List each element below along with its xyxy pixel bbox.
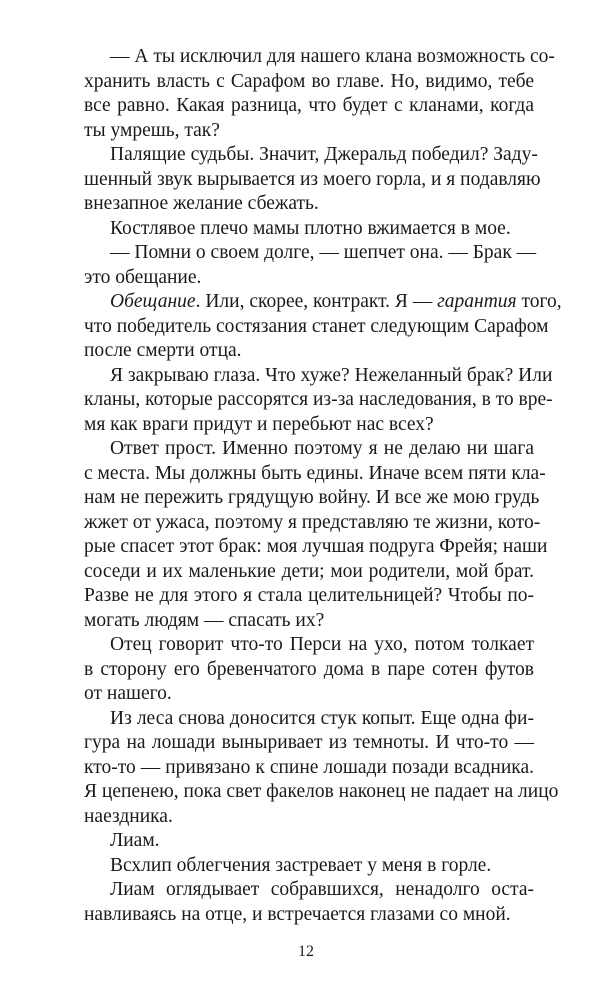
text-line: Отец говорит что-то Перси на ухо, потом толкает (110, 634, 534, 655)
text-line: внезапное желание сбежать. (84, 193, 319, 214)
text-segment: того, (516, 291, 562, 312)
paragraph (84, 241, 537, 290)
text-line: Всхлип облегчения застревает у меня в горле. (110, 854, 492, 876)
page-number: 12 (298, 943, 314, 960)
text-line (84, 290, 562, 315)
text-line: гура на лошади выныривает из темноты. И что-то — (84, 732, 534, 753)
text-line: Ответ прост. Именно поэтому я не делаю ни шага (110, 438, 534, 459)
text-line: Лиам оглядывает собравшихся, ненадолго оста- (110, 879, 534, 900)
paragraph (84, 878, 534, 927)
text-line: мя как враги придут и перебьют нас всех? (84, 413, 434, 435)
text-line: жжет от ужаса, поэтому я представляю те жизни, кото- (84, 511, 541, 533)
text-line: навливаясь на отце, и встречается глазами со мной. (84, 903, 511, 925)
text-line: кто-то — привязано к спине лошади позади всадника. (84, 756, 534, 778)
paragraph (84, 707, 559, 830)
text-line: Я цепенею, пока свет факелов наконец не падает на лицо (84, 781, 559, 802)
paragraph (84, 290, 562, 364)
text-line: кланы, которые рассорятся из-за наследования, в то вре- (84, 389, 553, 410)
text-line: это обещание. (84, 266, 202, 288)
text-line: Костлявое плечо мамы плотно вжимается в мое. (110, 217, 511, 239)
text-line: наездника. (84, 805, 173, 827)
text-line: в сторону его бревенчатого дома в паре сотен футов (84, 658, 534, 680)
paragraph (84, 217, 534, 242)
paragraph (84, 633, 534, 707)
text-line: ты умрешь, так? (84, 119, 220, 141)
text-line: Лиам. (110, 830, 160, 851)
text-line: что победитель состязания станет следующим Сарафом (84, 315, 549, 337)
text-line: от нашего. (84, 683, 172, 704)
text-line: после смерти отца. (84, 340, 242, 361)
text-line: соседи и их маленькие дети; мои родители, мой брат. (84, 560, 534, 582)
italic-text: гарантия (437, 291, 517, 312)
text-line: — А ты исключил для нашего клана возможность со- (110, 46, 555, 67)
text-line: Палящие судьбы. Значит, Джеральд победил? Заду- (110, 144, 538, 165)
text-line: Я закрываю глаза. Что хуже? Нежеланный брак? Или (110, 364, 553, 386)
text-line: Разве не для этого я стала целительницей? Чтобы по- (84, 585, 534, 606)
paragraph (84, 854, 534, 879)
paragraph (84, 829, 534, 854)
paragraph (84, 143, 541, 217)
paragraph (84, 364, 553, 438)
text-line: нам не пережить грядущую войну. И все же мою грудь (84, 487, 540, 508)
text-line: могать людям — спасать их? (84, 609, 325, 631)
text-line: Из леса снова доносится стук копыт. Еще одна фи- (110, 707, 534, 729)
book-page-text (84, 45, 562, 927)
text-line: с места. Мы должны быть едины. Иначе всем пяти кла- (84, 462, 546, 484)
italic-text: Обещание (110, 291, 196, 312)
text-segment: . Или, скорее, контракт. Я — (195, 291, 438, 312)
text-line: хранить власть с Сарафом во главе. Но, видимо, тебе (84, 70, 534, 92)
text-line: все равно. Какая разница, что будет с кланами, когда (84, 95, 534, 116)
text-line: — Помни о своем долге, — шепчет она. — Брак — (110, 242, 537, 263)
text-line: шенный звук вырывается из моего горла, и я подавляю (84, 168, 541, 190)
text-line: рые спасет этот брак: моя лучшая подруга Фрейя; наши (84, 536, 548, 557)
paragraph (84, 45, 555, 143)
paragraph (84, 437, 548, 633)
